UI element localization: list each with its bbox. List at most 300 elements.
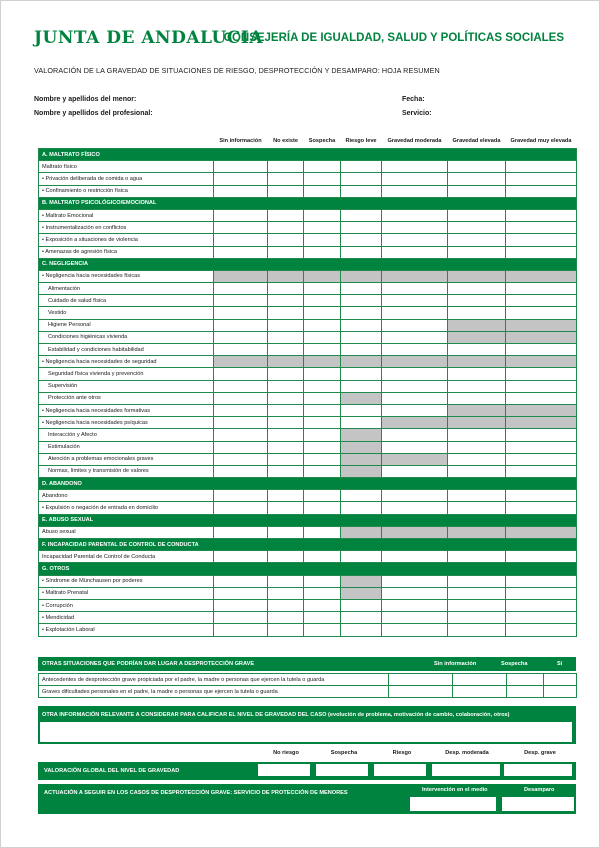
grid-cell[interactable] (341, 490, 382, 502)
table-row (39, 344, 577, 356)
header-spacer (39, 134, 214, 149)
grid-cell[interactable] (268, 173, 304, 185)
grid-cell[interactable] (506, 173, 577, 185)
grid-cell[interactable] (214, 307, 268, 319)
grid-cell[interactable] (448, 173, 506, 185)
grid-cell[interactable] (506, 392, 577, 404)
grid-cell[interactable] (506, 465, 577, 477)
table-row (39, 465, 577, 477)
grid-cell[interactable] (214, 429, 268, 441)
grid-cell[interactable] (304, 246, 341, 258)
grid-cell (448, 331, 506, 343)
grid-cell[interactable] (214, 368, 268, 380)
grid-cell[interactable] (304, 307, 341, 319)
grid-cell[interactable] (268, 368, 304, 380)
action-bar (38, 784, 576, 814)
grid-cell[interactable] (214, 441, 268, 453)
grid-cell[interactable] (341, 417, 382, 429)
grid-cell[interactable] (268, 453, 304, 465)
grid-cell[interactable] (341, 307, 382, 319)
grid-cell[interactable] (341, 295, 382, 307)
grid-cell[interactable] (448, 465, 506, 477)
other-situations-header (38, 657, 599, 671)
global-cell-grave[interactable] (504, 764, 572, 776)
grid-cell[interactable] (448, 575, 506, 587)
grid-cell[interactable] (341, 209, 382, 221)
grid-cell[interactable] (268, 283, 304, 295)
grid-cell[interactable] (382, 368, 448, 380)
grid-cell[interactable] (304, 551, 341, 563)
grid-cell[interactable] (304, 392, 341, 404)
grid-cell[interactable] (268, 319, 304, 331)
grid-cell[interactable] (382, 551, 448, 563)
grid-cell[interactable] (506, 344, 577, 356)
grid-cell (341, 587, 382, 599)
grid-cell[interactable] (214, 295, 268, 307)
grid-cell[interactable] (268, 392, 304, 404)
global-cell-no-riesgo[interactable] (258, 764, 310, 776)
grid-cell[interactable] (544, 674, 577, 686)
section-header-row (39, 478, 577, 490)
row-label: Seguridad física vivienda y prevención (39, 368, 214, 380)
grid-cell[interactable] (268, 599, 304, 611)
grid-cell[interactable] (268, 526, 304, 538)
grid-cell[interactable] (506, 624, 577, 636)
grid-cell[interactable] (268, 161, 304, 173)
row-label: Maltrato físico (39, 161, 214, 173)
grid-cell[interactable] (268, 587, 304, 599)
grid-cell[interactable] (341, 404, 382, 416)
section-title: B. MALTRATO PSICOLÓGICO/EMOCIONAL (39, 197, 577, 209)
grid-cell (506, 331, 577, 343)
grid-cell (448, 356, 506, 368)
grid-cell[interactable] (448, 222, 506, 234)
grid-cell[interactable] (304, 222, 341, 234)
grid-cell[interactable] (507, 674, 544, 686)
grid-cell[interactable] (448, 246, 506, 258)
col-action-intervencion: Intervención en el medio (422, 787, 488, 793)
minor-name-label: Nombre y apellidos del menor: (34, 96, 137, 103)
grid-cell[interactable] (214, 392, 268, 404)
row-label: • Explotación Laboral (39, 624, 214, 636)
grid-cell[interactable] (389, 674, 453, 686)
document-title: VALORACIÓN DE LA GRAVEDAD DE SITUACIONES DE RIESGO, DESPROTECCIÓN Y DESAMPARO: HOJA RESUMEN (34, 66, 440, 75)
grid-cell[interactable] (448, 344, 506, 356)
row-label: • Negligencia hacia necesidades físicas (39, 270, 214, 282)
grid-cell[interactable] (214, 465, 268, 477)
grid-cell[interactable] (506, 283, 577, 295)
col-global-riesgo: Riesgo (392, 750, 412, 756)
grid-cell[interactable] (448, 234, 506, 246)
grid-cell[interactable] (214, 380, 268, 392)
grid-cell[interactable] (304, 368, 341, 380)
grid-cell (382, 356, 448, 368)
grid-cell[interactable] (448, 368, 506, 380)
grid-cell[interactable] (341, 612, 382, 624)
grid-cell[interactable] (448, 502, 506, 514)
grid-cell[interactable] (382, 344, 448, 356)
grid-cell[interactable] (268, 417, 304, 429)
grid-cell[interactable] (214, 490, 268, 502)
grid-cell[interactable] (448, 295, 506, 307)
grid-cell[interactable] (304, 319, 341, 331)
action-cell-intervencion[interactable] (410, 797, 496, 811)
grid-cell[interactable] (214, 222, 268, 234)
grid-cell[interactable] (268, 307, 304, 319)
grid-cell[interactable] (382, 380, 448, 392)
grid-cell[interactable] (341, 246, 382, 258)
grid-cell[interactable] (304, 453, 341, 465)
grid-cell[interactable] (506, 222, 577, 234)
grid-cell[interactable] (382, 173, 448, 185)
grid-cell[interactable] (448, 161, 506, 173)
grid-cell (382, 526, 448, 538)
row-label: • Privación deliberada de comida o agua (39, 173, 214, 185)
grid-cell[interactable] (448, 209, 506, 221)
row-label: • Negligencia hacia necesidades de seguridad (39, 356, 214, 368)
grid-cell[interactable] (448, 587, 506, 599)
global-cell-sospecha[interactable] (316, 764, 368, 776)
global-assessment-label: VALORACIÓN GLOBAL DEL NIVEL DE GRAVEDAD (44, 768, 180, 774)
column-header: Sospecha (308, 138, 336, 144)
grid-cell[interactable] (448, 624, 506, 636)
section-title: D. ABANDONO (39, 478, 577, 490)
grid-cell (214, 356, 268, 368)
row-label: Cuidado de salud física (39, 295, 214, 307)
grid-cell[interactable] (214, 551, 268, 563)
grid-cell[interactable] (382, 404, 448, 416)
grid-cell[interactable] (304, 173, 341, 185)
grid-cell[interactable] (304, 490, 341, 502)
grid-cell[interactable] (268, 344, 304, 356)
grid-cell[interactable] (506, 429, 577, 441)
row-label: Higiene Personal (39, 319, 214, 331)
grid-cell[interactable] (214, 185, 268, 197)
grid-cell[interactable] (268, 575, 304, 587)
grid-cell[interactable] (506, 368, 577, 380)
grid-cell[interactable] (268, 246, 304, 258)
grid-cell[interactable] (268, 185, 304, 197)
grid-cell (304, 356, 341, 368)
grid-cell (304, 270, 341, 282)
col-os-si: Sí (557, 661, 563, 667)
grid-cell[interactable] (506, 185, 577, 197)
grid-cell[interactable] (382, 307, 448, 319)
grid-cell[interactable] (268, 331, 304, 343)
grid-cell[interactable] (341, 624, 382, 636)
grid-cell[interactable] (341, 173, 382, 185)
other-situation-label: Graves dificultades personales en el padre, la madre o personas que ejercen la tutela o guarda (39, 686, 389, 698)
table-row (39, 270, 577, 282)
grid-cell[interactable] (214, 575, 268, 587)
grid-cell (448, 526, 506, 538)
grid-cell[interactable] (268, 465, 304, 477)
grid-cell[interactable] (304, 344, 341, 356)
global-cell-moderada[interactable] (432, 764, 500, 776)
grid-cell[interactable] (382, 234, 448, 246)
grid-cell[interactable] (341, 234, 382, 246)
table-row (39, 686, 577, 698)
grid-cell[interactable] (304, 283, 341, 295)
table-row (39, 502, 577, 514)
grid-cell[interactable] (304, 209, 341, 221)
table-row (39, 356, 577, 368)
grid-cell[interactable] (382, 185, 448, 197)
global-assessment-bar (38, 762, 576, 780)
grid-cell[interactable] (453, 686, 507, 698)
grid-cell[interactable] (382, 502, 448, 514)
section-header-row (39, 197, 577, 209)
grid-cell[interactable] (382, 246, 448, 258)
grid-cell[interactable] (389, 686, 453, 698)
section-header-row (39, 258, 577, 270)
grid-cell[interactable] (214, 587, 268, 599)
col-os-no: No (591, 661, 599, 667)
grid-cell[interactable] (214, 344, 268, 356)
grid-cell (341, 465, 382, 477)
grid-cell[interactable] (506, 502, 577, 514)
row-label: Protección ante otros (39, 392, 214, 404)
grid-cell[interactable] (304, 587, 341, 599)
grid-cell[interactable] (382, 575, 448, 587)
section-title: G. OTROS (39, 563, 577, 575)
grid-cell[interactable] (382, 161, 448, 173)
grid-cell[interactable] (506, 295, 577, 307)
grid-cell[interactable] (214, 502, 268, 514)
grid-cell[interactable] (341, 161, 382, 173)
grid-cell[interactable] (382, 441, 448, 453)
grid-cell[interactable] (506, 599, 577, 611)
column-header: Gravedad muy elevada (510, 138, 572, 144)
row-label: • Instrumentalización en conflictos (39, 222, 214, 234)
column-header-row (39, 134, 577, 149)
grid-cell[interactable] (341, 222, 382, 234)
grid-cell[interactable] (304, 502, 341, 514)
grid-cell[interactable] (382, 222, 448, 234)
grid-cell[interactable] (448, 307, 506, 319)
grid-cell[interactable] (382, 490, 448, 502)
grid-cell[interactable] (506, 234, 577, 246)
grid-cell[interactable] (304, 465, 341, 477)
grid-cell[interactable] (506, 246, 577, 258)
grid-cell[interactable] (304, 575, 341, 587)
row-label: Abuso sexual (39, 526, 214, 538)
grid-cell[interactable] (268, 404, 304, 416)
grid-cell[interactable] (214, 234, 268, 246)
section-header-row (39, 514, 577, 526)
grid-cell[interactable] (214, 246, 268, 258)
grid-cell[interactable] (341, 344, 382, 356)
grid-cell[interactable] (214, 209, 268, 221)
grid-cell (341, 526, 382, 538)
other-situations-title: OTRAS SITUACIONES QUE PODRÍAN DAR LUGAR A DESPROTECCIÓN GRAVE (42, 661, 255, 667)
grid-cell[interactable] (382, 331, 448, 343)
grid-cell (448, 319, 506, 331)
section-title: A. MALTRATO FÍSICO (39, 149, 577, 161)
grid-cell[interactable] (341, 368, 382, 380)
other-info-box (38, 706, 576, 744)
grid-cell[interactable] (341, 185, 382, 197)
grid-cell[interactable] (214, 599, 268, 611)
assessment-table (38, 134, 577, 637)
grid-cell[interactable] (214, 404, 268, 416)
grid-cell[interactable] (304, 295, 341, 307)
grid-cell[interactable] (448, 380, 506, 392)
grid-cell[interactable] (268, 380, 304, 392)
table-row (39, 331, 577, 343)
grid-cell[interactable] (382, 392, 448, 404)
grid-cell[interactable] (304, 234, 341, 246)
grid-cell (382, 270, 448, 282)
table-row (39, 599, 577, 611)
row-label: Estimulación (39, 441, 214, 453)
row-label: • Síndrome de Münchausen por poderes (39, 575, 214, 587)
grid-cell[interactable] (268, 429, 304, 441)
global-cell-riesgo[interactable] (374, 764, 426, 776)
grid-cell[interactable] (304, 624, 341, 636)
grid-cell (506, 404, 577, 416)
grid-cell (506, 356, 577, 368)
grid-cell[interactable] (382, 587, 448, 599)
grid-cell[interactable] (448, 490, 506, 502)
table-row (39, 453, 577, 465)
table-row (39, 392, 577, 404)
header (34, 28, 564, 50)
grid-cell[interactable] (304, 526, 341, 538)
grid-cell[interactable] (214, 331, 268, 343)
grid-cell[interactable] (304, 417, 341, 429)
grid-cell[interactable] (268, 209, 304, 221)
grid-cell[interactable] (448, 612, 506, 624)
grid-cell[interactable] (506, 575, 577, 587)
table-row (39, 246, 577, 258)
grid-cell[interactable] (304, 380, 341, 392)
grid-cell[interactable] (448, 283, 506, 295)
grid-cell[interactable] (268, 551, 304, 563)
table-row (39, 283, 577, 295)
grid-cell[interactable] (268, 490, 304, 502)
grid-cell[interactable] (268, 624, 304, 636)
grid-cell (341, 575, 382, 587)
grid-cell[interactable] (341, 331, 382, 343)
grid-cell[interactable] (304, 404, 341, 416)
grid-cell[interactable] (341, 380, 382, 392)
grid-cell[interactable] (506, 490, 577, 502)
grid-cell (341, 429, 382, 441)
grid-cell[interactable] (382, 429, 448, 441)
grid-cell (448, 270, 506, 282)
grid-cell[interactable] (214, 173, 268, 185)
grid-cell[interactable] (453, 674, 507, 686)
grid-cell[interactable] (214, 161, 268, 173)
grid-cell[interactable] (382, 612, 448, 624)
grid-cell[interactable] (341, 319, 382, 331)
grid-cell[interactable] (544, 686, 577, 698)
table-row (39, 587, 577, 599)
grid-cell[interactable] (268, 222, 304, 234)
table-row (39, 209, 577, 221)
grid-cell[interactable] (341, 551, 382, 563)
grid-cell[interactable] (448, 429, 506, 441)
grid-cell[interactable] (382, 599, 448, 611)
service-label: Servicio: (402, 110, 432, 117)
grid-cell[interactable] (382, 295, 448, 307)
grid-cell[interactable] (506, 587, 577, 599)
grid-cell[interactable] (382, 283, 448, 295)
grid-cell[interactable] (382, 209, 448, 221)
grid-cell (506, 270, 577, 282)
grid-cell[interactable] (268, 295, 304, 307)
grid-cell[interactable] (341, 283, 382, 295)
grid-cell[interactable] (304, 331, 341, 343)
grid-cell[interactable] (214, 526, 268, 538)
table-row (39, 612, 577, 624)
grid-cell[interactable] (304, 599, 341, 611)
row-label: Incapacidad Parental de Control de Conducta (39, 551, 214, 563)
grid-cell[interactable] (304, 185, 341, 197)
grid-cell[interactable] (214, 283, 268, 295)
grid-cell[interactable] (214, 624, 268, 636)
grid-cell[interactable] (341, 502, 382, 514)
grid-cell[interactable] (214, 612, 268, 624)
grid-cell[interactable] (382, 624, 448, 636)
grid-cell[interactable] (214, 453, 268, 465)
grid-cell[interactable] (382, 319, 448, 331)
grid-cell[interactable] (304, 441, 341, 453)
row-label: • Corrupción (39, 599, 214, 611)
grid-cell[interactable] (506, 307, 577, 319)
grid-cell[interactable] (268, 441, 304, 453)
grid-cell[interactable] (506, 380, 577, 392)
grid-cell[interactable] (304, 429, 341, 441)
grid-cell[interactable] (214, 417, 268, 429)
grid-cell[interactable] (506, 209, 577, 221)
grid-cell[interactable] (506, 612, 577, 624)
grid-cell[interactable] (448, 441, 506, 453)
grid-cell[interactable] (506, 453, 577, 465)
grid-cell[interactable] (448, 392, 506, 404)
grid-cell[interactable] (268, 502, 304, 514)
grid-cell[interactable] (268, 234, 304, 246)
grid-cell[interactable] (507, 686, 544, 698)
other-info-title: OTRA INFORMACIÓN RELEVANTE A CONSIDERAR PARA CALIFICAR EL NIVEL DE GRAVEDAD DEL CASO (evolución de problema, motivación de cambio, colaboración, otros) (42, 712, 510, 718)
other-situations-table (38, 673, 577, 698)
grid-cell[interactable] (214, 319, 268, 331)
section-title: F. INCAPACIDAD PARENTAL DE CONTROL DE CONDUCTA (39, 539, 577, 551)
other-info-text-area[interactable] (40, 722, 572, 742)
grid-cell[interactable] (341, 599, 382, 611)
grid-cell[interactable] (448, 599, 506, 611)
grid-cell[interactable] (382, 465, 448, 477)
grid-cell[interactable] (506, 161, 577, 173)
grid-cell[interactable] (506, 441, 577, 453)
table-row (39, 222, 577, 234)
col-os-sin-info: Sin información (434, 661, 477, 667)
grid-cell[interactable] (448, 185, 506, 197)
grid-cell[interactable] (304, 161, 341, 173)
table-row (39, 295, 577, 307)
grid-cell[interactable] (304, 612, 341, 624)
action-cell-desamparo[interactable] (502, 797, 574, 811)
other-situation-label: Antecedentes de desprotección grave propiciada por el padre, la madre o personas que ejercen la tutela o guarda (39, 674, 389, 686)
brand-logo-text: JUNTA DE ANDALUCIA (34, 28, 264, 48)
table-row (39, 417, 577, 429)
grid-cell[interactable] (506, 551, 577, 563)
grid-cell (382, 417, 448, 429)
grid-cell[interactable] (448, 551, 506, 563)
grid-cell[interactable] (448, 453, 506, 465)
grid-cell[interactable] (268, 612, 304, 624)
